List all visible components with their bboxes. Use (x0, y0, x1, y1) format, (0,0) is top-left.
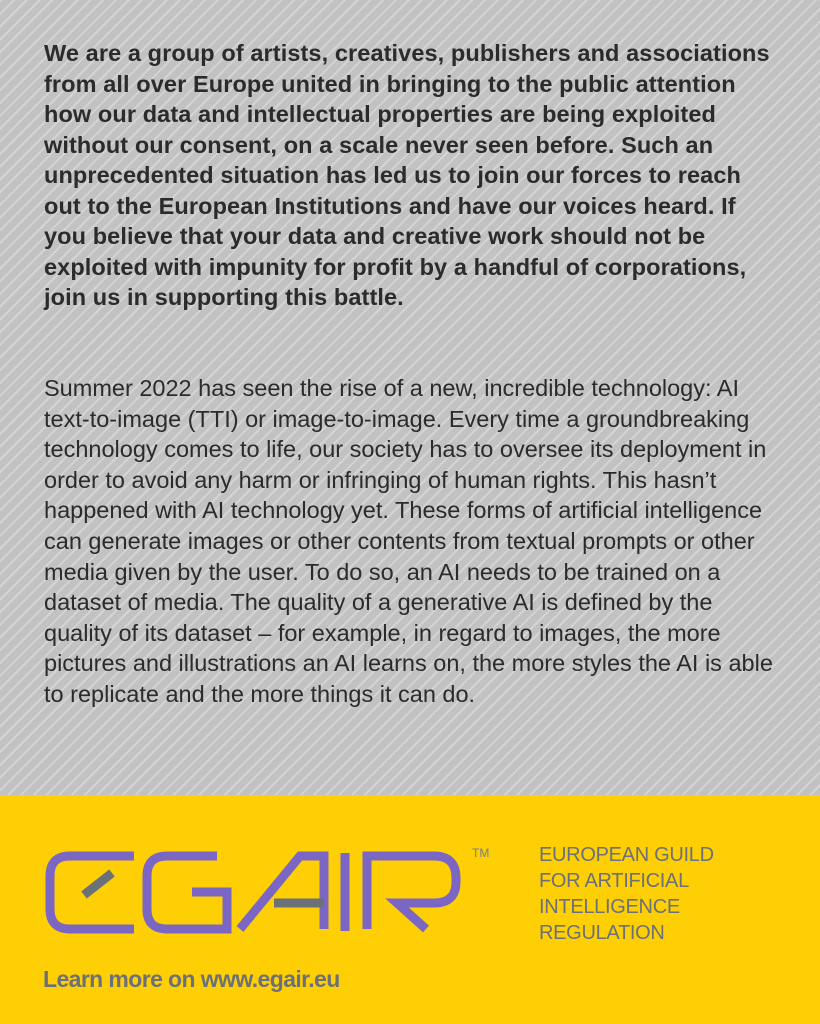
logo-letter-e-bar (84, 873, 112, 895)
trademark-label: TM (472, 846, 490, 860)
egair-logo (42, 845, 462, 940)
guild-line-2: FOR ARTIFICIAL (539, 870, 689, 892)
intro-paragraph: We are a group of artists, creatives, publishers and associations from all over Europe united in bringing to the public attention how our data and intellectual properties are being exploited without our consent, on a scale never seen before. Such an unprecedented situation has led us to join our forces to reach out to the European Institutions and have our voices heard. If you believe that your data and creative work should not be exploited with impunity for profit by a handful of corporations, join us in supporting this battle. (44, 40, 770, 310)
guild-line-3: INTELLIGENCE (539, 896, 680, 918)
logo-letter-a (240, 856, 324, 929)
logo-letter-r (367, 856, 456, 929)
guild-line-1: EUROPEAN GUILD (539, 844, 714, 866)
learn-more-link[interactable]: Learn more on www.egair.eu (43, 966, 340, 992)
body-paragraph: Summer 2022 has seen the rise of a new, incredible technology: AI text-to-image (TTI) or image-to-image. Every time a groundbreaking technology comes to life, our society has to oversee its deployment in order to avoid any harm or infringing of human rights. This hasn’t happened with AI technology yet. These forms of artificial intelligence can generate images or other contents from textual prompts or other media given by the user. To do so, an AI needs to be trained on a dataset of media. The quality of a generative AI is defined by the quality of its dataset – for example, in regard to images, the more pictures and illustrations an AI learns on, the more styles the AI is able to replicate and the more things it can do. (44, 375, 773, 707)
guild-line-4: REGULATION (539, 922, 665, 944)
guild-name (539, 842, 714, 946)
logo-letter-g (147, 856, 227, 929)
